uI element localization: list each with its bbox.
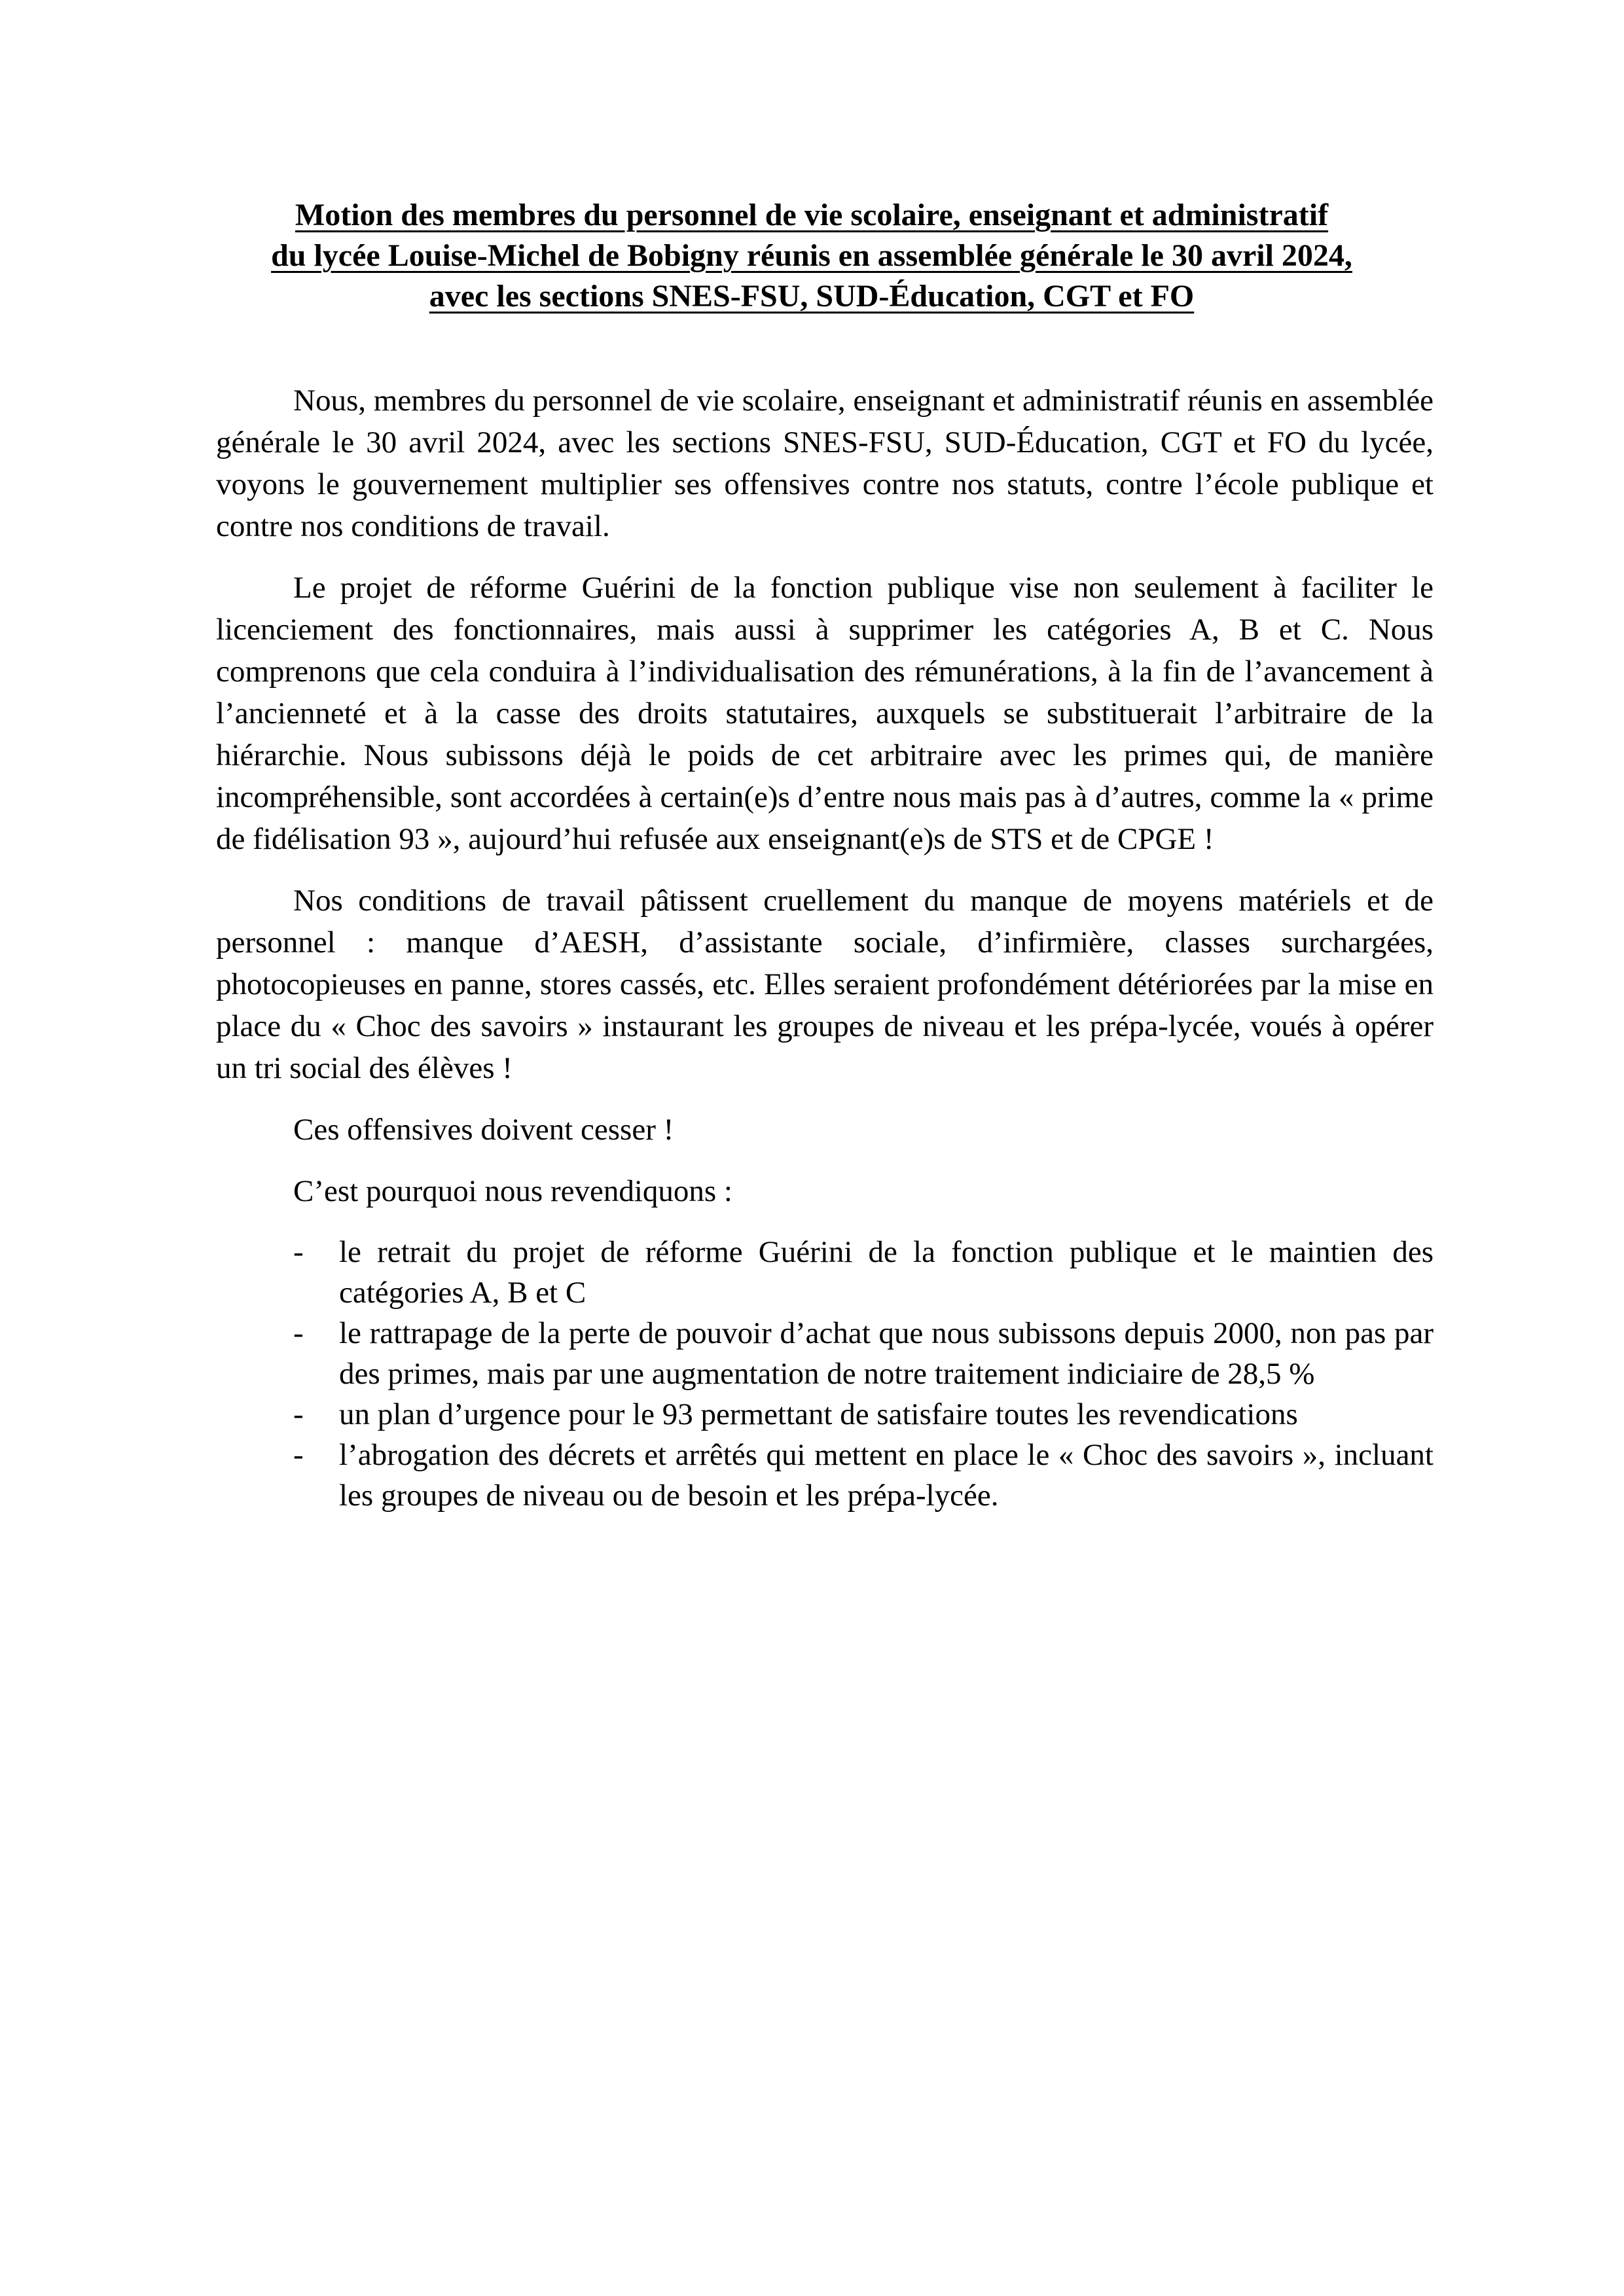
title-line-2: du lycée Louise-Michel de Bobigny réunis en assemblée générale le 30 avril 2024,: [271, 238, 1352, 273]
demand-item: [216, 1435, 1434, 1516]
dash-bullet: -: [293, 1438, 304, 1472]
paragraph-introduction: Nous, membres du personnel de vie scolaire, enseignant et administratif réunis en assemblée générale le 30 avril 2024, avec les sections SNES-FSU, SUD-Éducation, CGT et FO du lycée, voyons le gouvernement multiplier ses offensives contre nos statuts, contre l’école publique et contre nos conditions de travail.: [216, 384, 1434, 543]
demands-list: [216, 1232, 1434, 1516]
title-line-3: avec les sections SNES-FSU, SUD-Éducation, CGT et FO: [429, 279, 1195, 314]
statement-offensives: Ces offensives doivent cesser !: [293, 1113, 674, 1147]
paragraph-working-conditions: Nos conditions de travail pâtissent cruellement du manque de moyens matériels et de personnel : manque d’AESH, d’assistante sociale, d’infirmière, classes surchargées, photocopieuses en panne, stores cassés, etc. Elles seraient profondément détériorées par la mise en place du « Choc des savoirs » instaurant les groupes de niveau et les prépa-lycée, voués à opérer un tri social des élèves !: [216, 884, 1434, 1085]
dash-bullet: -: [293, 1235, 304, 1269]
paragraph-guerini-reform: Le projet de réforme Guérini de la fonction publique vise non seulement à faciliter le licenciement des fonctionnaires, mais aussi à supprimer les catégories A, B et C. Nous comprenons que cela conduira à l’individualisation des rémunérations, à la fin de l’avancement à l’ancienneté et à la casse des droits statutaires, auxquels se substituerait l’arbitraire de la hiérarchie. Nous subissons déjà le poids de cet arbitraire avec les primes qui, de manière incompréhensible, sont accordées à certain(e)s d’entre nous mais pas à d’autres, comme la « prime de fidélisation 93 », aujourd’hui refusée aux enseignant(e)s de STS et de CPGE !: [216, 571, 1434, 856]
dash-bullet: -: [293, 1316, 304, 1350]
demand-item: [216, 1313, 1434, 1394]
title-line-1: Motion des membres du personnel de vie scolaire, enseignant et administratif: [295, 198, 1329, 232]
demand-item: [216, 1232, 1434, 1313]
dash-bullet: -: [293, 1397, 304, 1431]
motion-body: [216, 380, 1434, 1516]
demands-intro: C’est pourquoi nous revendiquons :: [293, 1174, 732, 1208]
motion-title: [216, 195, 1407, 317]
demand-text: le retrait du projet de réforme Guérini de la fonction publique et le maintien des catégories A, B et C: [339, 1235, 1434, 1310]
demand-text: l’abrogation des décrets et arrêtés qui mettent en place le « Choc des savoirs », incluant les groupes de niveau ou de besoin et les prépa-lycée.: [339, 1438, 1434, 1513]
demand-item: [216, 1394, 1434, 1435]
demand-text: un plan d’urgence pour le 93 permettant de satisfaire toutes les revendications: [339, 1397, 1298, 1431]
demand-text: le rattrapage de la perte de pouvoir d’achat que nous subissons depuis 2000, non pas par des primes, mais par une augmentation de notre traitement indiciaire de 28,5 %: [339, 1316, 1434, 1391]
